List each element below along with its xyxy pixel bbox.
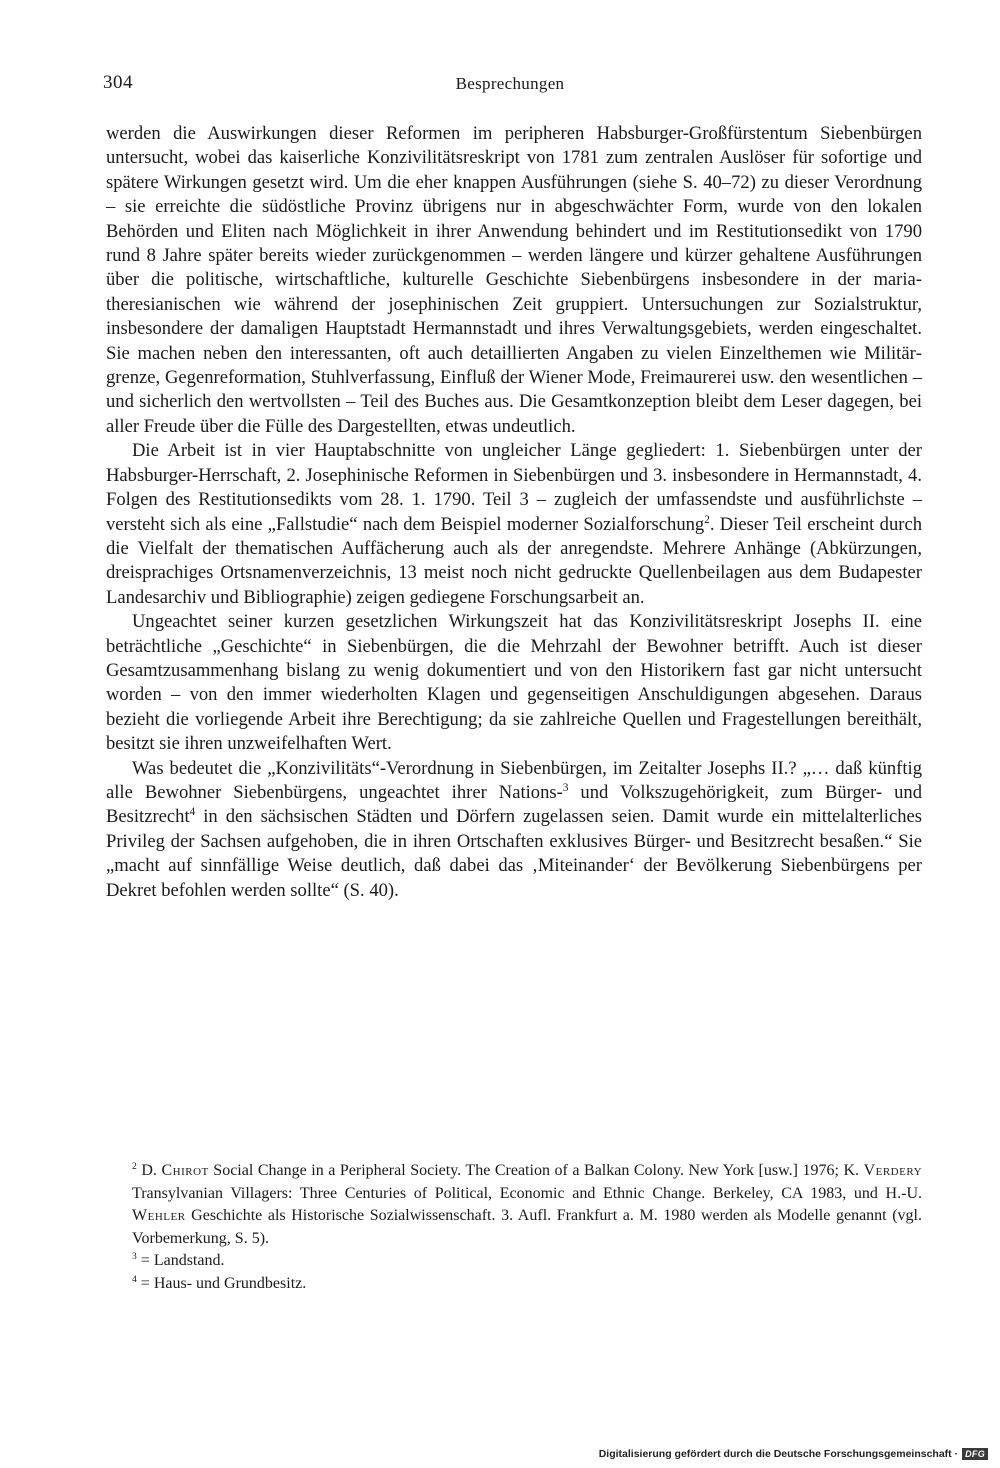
paragraph-3: Ungeachtet seiner kurzen gesetzlichen Wirkungszeit hat das Konzivilitätsreskript Josephs II. eine beträchtliche „Geschichte“ in Siebenbürgen, die die Mehrzahl der Bewohner betrifft. Auch ist dieser Gesamtzusammenhang bislang zu wenig dokumentiert und von den Historikern fast gar nicht untersucht worden – von den immer wiederholten Klagen und gegenseitigen Anschuldigungen abgesehen. Daraus bezieht die vorliegende Arbeit ihre Berechtigung; da sie zahlreiche Quellen und Fragestellungen bereithält, besitzt sie ihren unzweifelhaften Wert. [106,611,922,755]
footnote-ref-2: 2 [704,513,710,526]
digitization-credit-text: Digitalisierung gefördert durch die Deutsche Forschungsgemeinschaft · [598,1448,959,1460]
footnote-2 [106,1160,922,1250]
footnote-ref-4: 4 [189,806,196,819]
paragraph-4-part-a: Was bedeutet die „Konzivilitäts“-Verordnung in Siebenbürgen, im Zeitalter Josephs II.? „… daß künftig alle Bewohner Siebenbürgens, ungeachtet ihrer Nations- [106,757,922,803]
footnote-3-number: 3 [132,1251,137,1263]
article-body [106,122,922,903]
paragraph-4 [106,757,922,903]
footnote-3-text: = Landstand. [136,1252,225,1270]
paragraph-2-part-b: . Dieser Teil erscheint durch die Vielfalt der thematischen Auffächerung auch als der anregendste. Mehrere Anhänge (Abkürzungen, dreisprachiges Ortsnamenverzeichnis, 13 meist noch nicht gedruckte Quellenbeilagen aus dem Budapester Landesarchiv und Bibliographie) zeigen gediegene Forschungsarbeit an. [106,513,922,608]
footnote-2-author-wehler: Wehler [132,1207,186,1225]
paragraph-2 [106,439,922,610]
footnote-2-text-c: Transylvanian Villagers: Three Centuries of Political, Economic and Ethnic Change. Berkeley, CA 1983, und H.-U. [132,1184,922,1202]
footnote-2-text-a: D. [141,1162,162,1179]
footnote-2-author-chirot: Chirot [161,1162,209,1179]
dfg-logo-icon: DFG [962,1448,988,1460]
paragraph-4-part-c: in den sächsischen Städten und Dörfern zugelassen seien. Damit wurde ein mittelalterliches Privileg der Sachsen aufgehoben, die in ihren Ortschaften exklusives Bürger- und Besitzrecht besaßen.“ Sie „macht auf sinnfällige Weise deutlich, daß dabei das ‚Miteinander‘ der Bevölkerung Siebenbürgens per Dekret befohlen werden sollte“ (S. 40). [106,806,922,901]
paragraph-1: werden die Auswirkungen dieser Reformen im peripheren Habsburger-Großfürstentum Siebenbürgen untersucht, wobei das kaiserliche Konzivilitätsreskript von 1781 zum zentralen Auslöser für sofortige und spätere Wirkungen gesetzt wird. Um die eher knappen Ausführungen (siehe S. 40–72) zu dieser Verordnung – sie erreichte die südöstliche Provinz übrigens nur in abgeschwächter Form, wurde von den lokalen Behörden und Eliten nach Möglichkeit in ihrer Anwendung behindert und im Restitutionsedikt von 1790 rund 8 Jahre später bereits wieder zurückgenommen – werden längere und kürzer gehaltene Ausführungen über die politische, wirtschaftliche, kulturelle Geschichte Siebenbürgens insbesondere in der maria-theresianischen wie während der josephinischen Zeit gruppiert. Untersuchungen zur Sozialstruktur, insbesondere der damaligen Hauptstadt Hermannstadt und ihres Verwaltungsgebiets, werden eingeschaltet. Sie machen neben den interessanten, oft auch detaillierten Angaben zu vielen Einzelthemen wie Militärgrenze, Gegenreformation, Stuhlverfassung, Einfluß der Wiener Mode, Freimaurerei usw. den wesentlichen – und sicherlich den wertvollsten – Teil des Buches aus. Die Gesamtkonzeption bleibt dem Leser dagegen, bei aller Freude über die Fülle des Dargestellten, etwas undeutlich. [106,123,922,437]
footnotes [106,1160,922,1296]
footnote-4 [106,1273,922,1296]
running-head: Besprechungen [455,74,565,93]
page-number: 304 [103,72,133,93]
footnote-3 [106,1250,922,1273]
footnote-2-author-verdery: Verdery [863,1162,923,1179]
footnote-2-text-d: Geschichte als Historische Sozialwissenschaft. 3. Aufl. Frankfurt a. M. 1980 werden als Modelle genannt (vgl. Vorbemerkung, S. 5). [132,1207,922,1247]
footnote-4-number: 4 [132,1273,137,1285]
paragraph-4-part-b: und Volkszugehörigkeit, zum Bürger- und Besitzrecht [106,781,922,828]
footnote-2-number: 2 [132,1160,137,1172]
digitization-credit [599,1448,988,1460]
footnote-ref-3: 3 [562,781,569,794]
paragraph-2-part-a: Die Arbeit ist in vier Hauptabschnitte von ungleicher Länge gegliedert: 1. Siebenbürgen unter der Habsburger-Herrschaft, 2. Josephinische Reformen in Siebenbürgen und 3. insbesondere in Hermannstadt, 4. Folgen des Restitutionsedikts vom 28. 1. 1790. Teil 3 – zugleich der umfassendste und ausführlichste – versteht sich als eine „Fallstudie“ nach dem Beispiel moderner Sozialforschung [106,440,922,535]
footnote-4-text: = Haus- und Grundbesitz. [136,1274,307,1292]
footnote-2-text-b: Social Change in a Peripheral Society. The Creation of a Balkan Colony. New York [usw.] 1976; K. [208,1162,864,1179]
